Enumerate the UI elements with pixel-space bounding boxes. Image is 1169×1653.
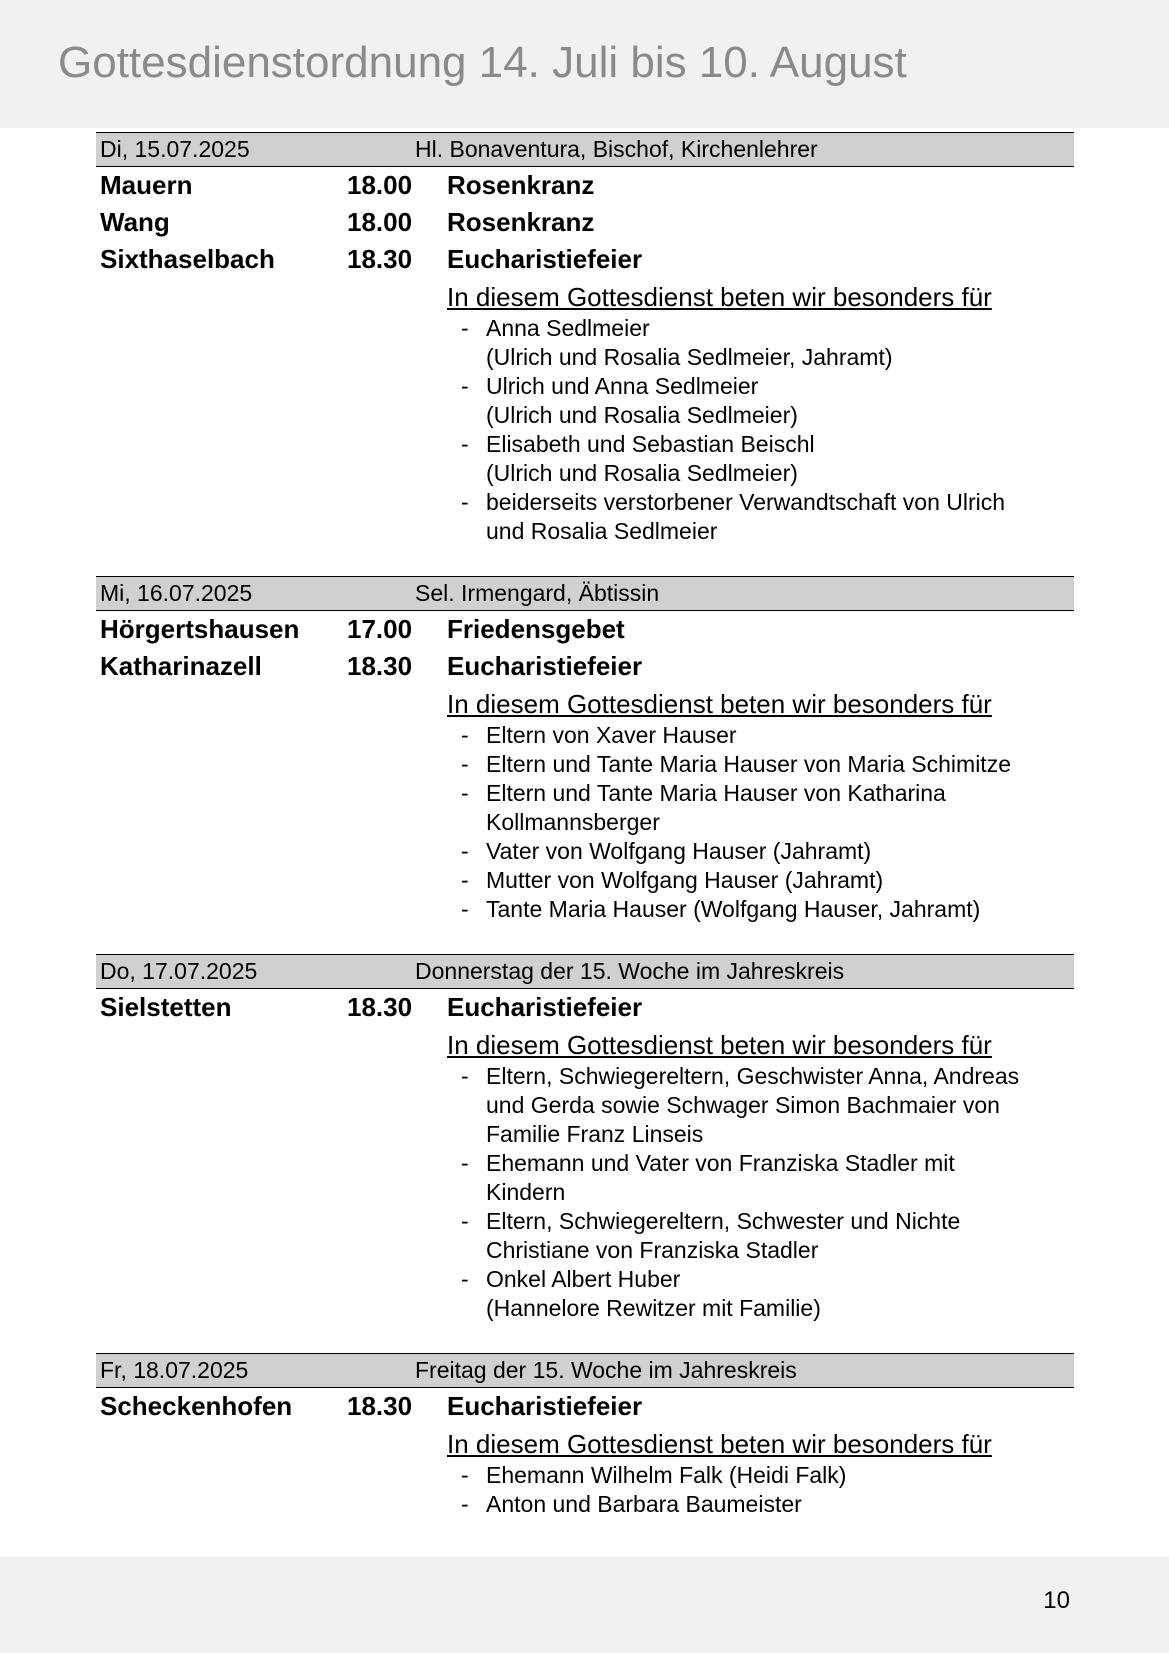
service-type: Eucharistiefeier <box>447 651 643 681</box>
service-row <box>96 1388 1074 1425</box>
service-type: Eucharistiefeier <box>447 244 643 274</box>
intentions-list <box>447 314 1074 546</box>
page-number: 10 <box>1043 1587 1070 1614</box>
service-place: Wang <box>100 207 170 237</box>
service-row <box>96 241 1074 278</box>
service-time: 18.00 <box>347 207 413 237</box>
day-block <box>96 576 1074 924</box>
service-row <box>96 204 1074 241</box>
service-place: Hörgertshausen <box>100 614 300 644</box>
service-place: Scheckenhofen <box>100 1391 293 1421</box>
intentions-heading: In diesem Gottesdienst beten wir besonders für <box>447 1429 992 1459</box>
intention-item: - Vater von Wolfgang Hauser (Jahramt) <box>447 837 1074 866</box>
day-feast: Freitag der 15. Woche im Jahreskreis <box>415 1357 797 1383</box>
intentions <box>447 1028 1074 1323</box>
service-type: Eucharistiefeier <box>447 1391 643 1421</box>
intentions-heading: In diesem Gottesdienst beten wir besonders für <box>447 1030 992 1060</box>
day-header <box>96 132 1074 167</box>
day-feast: Sel. Irmengard, Äbtissin <box>415 580 660 606</box>
service-time: 17.00 <box>347 614 413 644</box>
intentions <box>447 1427 1074 1519</box>
intentions-heading: In diesem Gottesdienst beten wir besonders für <box>447 689 992 719</box>
day-feast: Hl. Bonaventura, Bischof, Kirchenlehrer <box>415 136 818 162</box>
day-block <box>96 954 1074 1323</box>
intention-item: - Mutter von Wolfgang Hauser (Jahramt) <box>447 866 1074 895</box>
intention-item: - Eltern, Schwiegereltern, Schwester und Nichte Christiane von Franziska Stadler <box>447 1207 1074 1265</box>
day-date: Fr, 18.07.2025 <box>100 1357 249 1383</box>
intention-item: - Elisabeth und Sebastian Beischl (Ulrich und Rosalia Sedlmeier) <box>447 430 1074 488</box>
day-feast: Donnerstag der 15. Woche im Jahreskreis <box>415 958 845 984</box>
day-date: Mi, 16.07.2025 <box>100 580 253 606</box>
service-type: Eucharistiefeier <box>447 992 643 1022</box>
intentions-list <box>447 1461 1074 1519</box>
intention-item: - Eltern und Tante Maria Hauser von Katharina Kollmannsberger <box>447 779 1074 837</box>
service-place: Katharinazell <box>100 651 262 681</box>
service-schedule <box>96 132 1074 1549</box>
service-place: Sielstetten <box>100 992 232 1022</box>
intention-item: - Anna Sedlmeier (Ulrich und Rosalia Sedlmeier, Jahramt) <box>447 314 1074 372</box>
service-place: Sixthaselbach <box>100 244 275 274</box>
service-row <box>96 611 1074 648</box>
service-type: Rosenkranz <box>447 170 595 200</box>
day-header <box>96 576 1074 611</box>
intentions-list <box>447 1062 1074 1323</box>
intention-item: - Anton und Barbara Baumeister <box>447 1490 1074 1519</box>
day-block <box>96 132 1074 546</box>
service-place: Mauern <box>100 170 193 200</box>
service-type: Friedensgebet <box>447 614 625 644</box>
service-time: 18.30 <box>347 651 413 681</box>
intention-item: - Eltern von Xaver Hauser <box>447 721 1074 750</box>
intention-item: - Eltern und Tante Maria Hauser von Maria Schimitze <box>447 750 1074 779</box>
service-type: Rosenkranz <box>447 207 595 237</box>
service-time: 18.30 <box>347 992 413 1022</box>
page-footer <box>0 1557 1169 1653</box>
intentions-list <box>447 721 1074 924</box>
intention-item: - Ehemann Wilhelm Falk (Heidi Falk) <box>447 1461 1074 1490</box>
day-block <box>96 1353 1074 1519</box>
intention-item: - Ehemann und Vater von Franziska Stadler mit Kindern <box>447 1149 1074 1207</box>
page-title: Gottesdienstordnung 14. Juli bis 10. August <box>58 38 907 87</box>
day-header <box>96 1353 1074 1388</box>
page-header <box>0 0 1169 128</box>
intentions-heading: In diesem Gottesdienst beten wir besonders für <box>447 282 992 312</box>
service-time: 18.30 <box>347 1391 413 1421</box>
intentions <box>447 280 1074 546</box>
intention-item: - Ulrich und Anna Sedlmeier (Ulrich und Rosalia Sedlmeier) <box>447 372 1074 430</box>
intention-item: - Eltern, Schwiegereltern, Geschwister Anna, Andreas und Gerda sowie Schwager Simon Bachmaier von Familie Franz Linseis <box>447 1062 1074 1149</box>
service-time: 18.00 <box>347 170 413 200</box>
intention-item: - beiderseits verstorbener Verwandtschaft von Ulrich und Rosalia Sedlmeier <box>447 488 1074 546</box>
intention-item: - Onkel Albert Huber (Hannelore Rewitzer mit Familie) <box>447 1265 1074 1323</box>
intention-item: - Tante Maria Hauser (Wolfgang Hauser, Jahramt) <box>447 895 1074 924</box>
service-row <box>96 648 1074 685</box>
service-time: 18.30 <box>347 244 413 274</box>
day-header <box>96 954 1074 989</box>
day-date: Di, 15.07.2025 <box>100 136 250 162</box>
day-date: Do, 17.07.2025 <box>100 958 258 984</box>
service-row <box>96 989 1074 1026</box>
service-row <box>96 167 1074 204</box>
intentions <box>447 687 1074 924</box>
